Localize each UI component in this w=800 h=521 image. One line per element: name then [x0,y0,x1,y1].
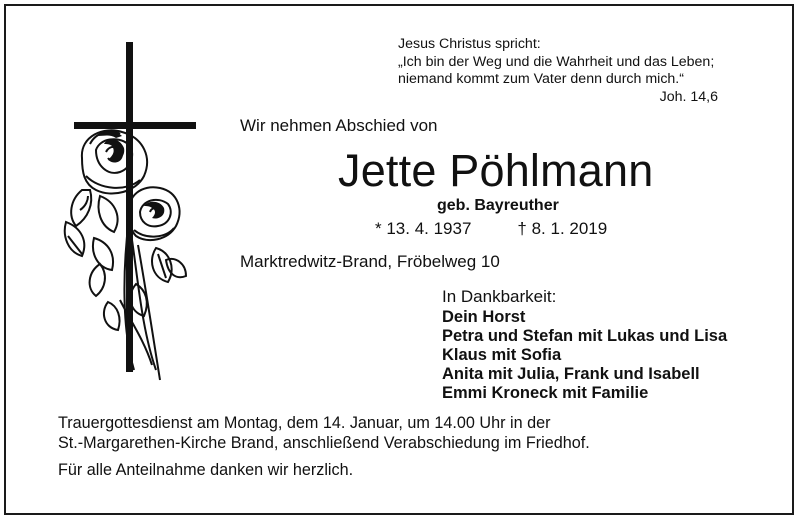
quote-line-2: niemand kommt zum Vater denn durch mich.“ [398,71,684,87]
quote-reference: Joh. 14,6 [659,88,718,105]
mourner-line: Emmi Kroneck mit Familie [442,384,649,402]
thanks-heading: In Dankbarkeit: [442,287,557,306]
deceased-name: Jette Pöhlmann [338,145,654,196]
funeral-service-info [58,414,590,453]
quote-line-1: „Ich bin der Weg und die Wahrheit und das Leben; [398,53,715,70]
birth-name: geb. Bayreuther [437,197,559,214]
quote-intro: Jesus Christus spricht: [398,36,541,52]
mourner-line: Petra und Stefan mit Lukas und Lisa [442,327,728,345]
service-line-2: St.-Margarethen-Kirche Brand, anschließend Verabschiedung im Friedhof. [58,433,590,452]
service-line-1: Trauergottesdienst am Montag, dem 14. Januar, um 14.00 Uhr in der [58,414,551,432]
address: Marktredwitz-Brand, Fröbelweg 10 [240,252,500,271]
mourners-list [442,308,727,403]
mourner-line: Dein Horst [442,308,526,326]
closing-thanks: Für alle Anteilnahme danken wir herzlich. [58,461,354,479]
bible-quote [398,36,758,106]
mourner-line: Anita mit Julia, Frank und Isabell [442,365,700,383]
birth-date: * 13. 4. 1937 [375,219,472,238]
life-dates [375,220,607,237]
cross-with-roses-icon [60,40,210,390]
farewell-text: Wir nehmen Abschied von [240,116,438,135]
mourner-line: Klaus mit Sofia [442,346,562,364]
death-date: † 8. 1. 2019 [517,219,608,238]
